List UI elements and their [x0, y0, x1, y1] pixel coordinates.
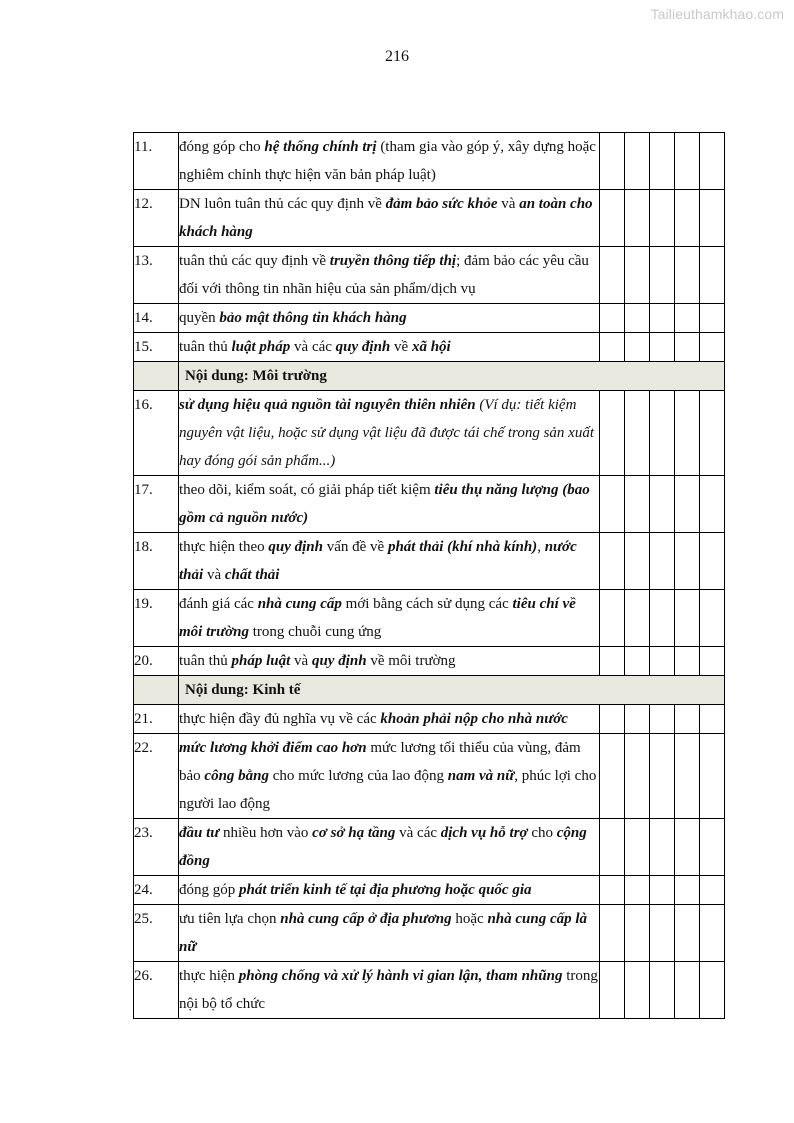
rating-cell-5[interactable] — [700, 533, 725, 590]
rating-cell-2[interactable] — [625, 590, 650, 647]
rating-cell-2[interactable] — [625, 476, 650, 533]
rating-cell-3[interactable] — [650, 962, 675, 1019]
rating-cell-2[interactable] — [625, 304, 650, 333]
emphasis-text: công bằng — [204, 768, 270, 784]
emphasis-text: dịch vụ hỗ trợ — [440, 825, 528, 841]
plain-text: , phúc lợi cho người lao động — [179, 768, 597, 812]
plain-text: và các — [395, 825, 441, 841]
item-content — [179, 647, 600, 676]
rating-cell-2[interactable] — [625, 247, 650, 304]
rating-cell-1[interactable] — [600, 133, 625, 190]
emphasis-text: phát triển kinh tế tại địa phương hoặc quốc gia — [239, 882, 532, 898]
plain-text: quyền — [179, 310, 220, 326]
rating-cell-4[interactable] — [675, 819, 700, 876]
rating-cell-4[interactable] — [675, 247, 700, 304]
item-number: 19. — [134, 590, 179, 647]
item-number: 17. — [134, 476, 179, 533]
item-content — [179, 876, 600, 905]
emphasis-text: bảo mật thông tin khách hàng — [219, 310, 407, 326]
rating-cell-3[interactable] — [650, 391, 675, 476]
emphasis-text: cộng đồng — [179, 825, 587, 869]
rating-cell-1[interactable] — [600, 705, 625, 734]
item-number: 21. — [134, 705, 179, 734]
rating-cell-5[interactable] — [700, 647, 725, 676]
table-row — [134, 962, 725, 1019]
plain-text: thực hiện theo — [179, 539, 269, 555]
rating-cell-4[interactable] — [675, 476, 700, 533]
table-row — [134, 647, 725, 676]
emphasis-text: quy định — [311, 653, 367, 669]
rating-cell-4[interactable] — [675, 876, 700, 905]
table-row — [134, 705, 725, 734]
rating-cell-4[interactable] — [675, 533, 700, 590]
emphasis-text: phát thải (khí nhà kính) — [387, 539, 538, 555]
item-content — [179, 133, 600, 190]
rating-cell-4[interactable] — [675, 190, 700, 247]
rating-cell-3[interactable] — [650, 734, 675, 819]
rating-cell-5[interactable] — [700, 304, 725, 333]
item-number: 12. — [134, 190, 179, 247]
rating-cell-3[interactable] — [650, 476, 675, 533]
rating-cell-4[interactable] — [675, 962, 700, 1019]
emphasis-text: khoản phải nộp cho nhà nước — [380, 711, 568, 727]
item-content — [179, 705, 600, 734]
item-content — [179, 962, 600, 1019]
plain-text: vấn đề về — [322, 539, 388, 555]
survey-table-body — [134, 133, 725, 1019]
rating-cell-4[interactable] — [675, 734, 700, 819]
rating-cell-2[interactable] — [625, 133, 650, 190]
table-row — [134, 533, 725, 590]
item-content — [179, 734, 600, 819]
section-label: Nội dung: Kinh tế — [179, 676, 725, 705]
item-content — [179, 190, 600, 247]
table-row — [134, 391, 725, 476]
emphasis-text: chất thải — [224, 567, 280, 583]
rating-cell-5[interactable] — [700, 876, 725, 905]
rating-cell-3[interactable] — [650, 190, 675, 247]
rating-cell-1[interactable] — [600, 647, 625, 676]
item-content — [179, 333, 600, 362]
rating-cell-2[interactable] — [625, 876, 650, 905]
plain-text: nhiều hơn vào — [219, 825, 313, 841]
item-content — [179, 533, 600, 590]
plain-text: (tham gia vào góp ý, xây dựng hoặc nghiêm chỉnh thực hiện văn bản pháp luật) — [179, 139, 596, 183]
table-row — [134, 476, 725, 533]
plain-text: và — [203, 567, 225, 583]
rating-cell-5[interactable] — [700, 819, 725, 876]
table-row — [134, 590, 725, 647]
rating-cell-4[interactable] — [675, 133, 700, 190]
rating-cell-3[interactable] — [650, 905, 675, 962]
plain-text: đánh giá các — [179, 596, 258, 612]
emphasis-text: luật pháp — [231, 339, 291, 355]
rating-cell-3[interactable] — [650, 133, 675, 190]
italic-text: (Ví dụ: tiết kiệm nguyên vật liệu, hoặc sử dụng vật liệu đã được tái chế trong sản xuất hay đóng gói sản phẩm...) — [179, 397, 594, 469]
rating-cell-4[interactable] — [675, 905, 700, 962]
plain-text: DN luôn tuân thủ các quy định về — [179, 196, 386, 212]
item-number: 18. — [134, 533, 179, 590]
plain-text: theo dõi, kiểm soát, có giải pháp tiết kiệm — [179, 482, 435, 498]
item-number: 14. — [134, 304, 179, 333]
table-row — [134, 876, 725, 905]
rating-cell-3[interactable] — [650, 533, 675, 590]
table-row — [134, 133, 725, 190]
emphasis-text: hệ thống chính trị — [264, 139, 377, 155]
plain-text: đóng góp — [179, 882, 239, 898]
rating-cell-5[interactable] — [700, 962, 725, 1019]
emphasis-text: quy định — [335, 339, 391, 355]
plain-text: cho — [527, 825, 557, 841]
rating-cell-5[interactable] — [700, 333, 725, 362]
rating-cell-1[interactable] — [600, 734, 625, 819]
emphasis-text: tiêu chí về môi trường — [179, 596, 576, 640]
item-number: 23. — [134, 819, 179, 876]
survey-table — [133, 132, 725, 1019]
rating-cell-1[interactable] — [600, 247, 625, 304]
table-row — [134, 819, 725, 876]
rating-cell-1[interactable] — [600, 876, 625, 905]
item-content — [179, 247, 600, 304]
item-number: 24. — [134, 876, 179, 905]
rating-cell-4[interactable] — [675, 590, 700, 647]
rating-cell-3[interactable] — [650, 876, 675, 905]
item-number: 15. — [134, 333, 179, 362]
rating-cell-5[interactable] — [700, 190, 725, 247]
rating-cell-2[interactable] — [625, 391, 650, 476]
rating-cell-1[interactable] — [600, 533, 625, 590]
rating-cell-2[interactable] — [625, 333, 650, 362]
item-content — [179, 391, 600, 476]
rating-cell-5[interactable] — [700, 705, 725, 734]
emphasis-text: nước thải — [179, 539, 577, 583]
section-header-row — [134, 362, 725, 391]
emphasis-text: phòng chống và xử lý hành vi gian lận, tham nhũng — [238, 968, 563, 984]
rating-cell-2[interactable] — [625, 190, 650, 247]
rating-cell-3[interactable] — [650, 647, 675, 676]
rating-cell-4[interactable] — [675, 304, 700, 333]
emphasis-text: nhà cung cấp — [257, 596, 342, 612]
item-number: 13. — [134, 247, 179, 304]
plain-text: trong chuỗi cung ứng — [248, 624, 382, 640]
item-content — [179, 905, 600, 962]
rating-cell-3[interactable] — [650, 333, 675, 362]
table-row — [134, 905, 725, 962]
rating-cell-3[interactable] — [650, 819, 675, 876]
plain-text: tuân thủ — [179, 653, 232, 669]
rating-cell-4[interactable] — [675, 647, 700, 676]
rating-cell-4[interactable] — [675, 391, 700, 476]
table-row — [134, 734, 725, 819]
section-number-cell — [134, 362, 179, 391]
table-row — [134, 190, 725, 247]
rating-cell-2[interactable] — [625, 819, 650, 876]
rating-cell-1[interactable] — [600, 190, 625, 247]
section-header-row — [134, 676, 725, 705]
rating-cell-3[interactable] — [650, 705, 675, 734]
rating-cell-3[interactable] — [650, 247, 675, 304]
rating-cell-2[interactable] — [625, 905, 650, 962]
section-label: Nội dung: Môi trường — [179, 362, 725, 391]
table-row — [134, 247, 725, 304]
item-number: 22. — [134, 734, 179, 819]
rating-cell-3[interactable] — [650, 590, 675, 647]
rating-cell-2[interactable] — [625, 647, 650, 676]
rating-cell-5[interactable] — [700, 391, 725, 476]
rating-cell-1[interactable] — [600, 304, 625, 333]
plain-text: trong nội bộ tổ chức — [179, 968, 598, 1012]
plain-text: hoặc — [451, 911, 488, 927]
emphasis-text: quy định — [268, 539, 323, 555]
rating-cell-5[interactable] — [700, 476, 725, 533]
emphasis-text: pháp luật — [231, 653, 291, 669]
rating-cell-2[interactable] — [625, 734, 650, 819]
plain-text: , — [537, 539, 545, 555]
emphasis-text: mức lương khởi điểm cao hơn — [179, 740, 367, 756]
rating-cell-1[interactable] — [600, 905, 625, 962]
rating-cell-5[interactable] — [700, 133, 725, 190]
plain-text: cho mức lương của lao động — [269, 768, 448, 784]
rating-cell-1[interactable] — [600, 962, 625, 1019]
plain-text: thực hiện đầy đủ nghĩa vụ về các — [179, 711, 381, 727]
emphasis-text: cơ sở hạ tầng — [312, 825, 396, 841]
rating-cell-5[interactable] — [700, 247, 725, 304]
emphasis-text: nhà cung cấp là nữ — [179, 911, 588, 955]
rating-cell-2[interactable] — [625, 962, 650, 1019]
plain-text: mới bằng cách sử dụng các — [341, 596, 513, 612]
plain-text: ưu tiên lựa chọn — [179, 911, 281, 927]
plain-text: ; đảm bảo các yêu cầu đối với thông tin nhãn hiệu của sản phẩm/dịch vụ — [179, 253, 589, 297]
plain-text: và — [497, 196, 520, 212]
emphasis-text: đầu tư — [179, 825, 220, 841]
section-number-cell — [134, 676, 179, 705]
item-content — [179, 590, 600, 647]
item-number: 11. — [134, 133, 179, 190]
item-content — [179, 476, 600, 533]
plain-text: đóng góp cho — [179, 139, 265, 155]
item-content — [179, 304, 600, 333]
plain-text: và các — [290, 339, 336, 355]
item-content — [179, 819, 600, 876]
rating-cell-2[interactable] — [625, 705, 650, 734]
item-number: 25. — [134, 905, 179, 962]
emphasis-text: xã hội — [411, 339, 451, 355]
item-number: 20. — [134, 647, 179, 676]
plain-text: và — [290, 653, 312, 669]
emphasis-text: tiêu thụ năng lượng (bao gồm cả nguồn nước) — [179, 482, 590, 526]
rating-cell-2[interactable] — [625, 533, 650, 590]
rating-cell-5[interactable] — [700, 905, 725, 962]
watermark-text: Tailieuthamkhao.com — [650, 6, 784, 22]
plain-text: tuân thủ — [179, 339, 232, 355]
table-row — [134, 304, 725, 333]
plain-text: tuân thủ các quy định về — [179, 253, 330, 269]
rating-cell-4[interactable] — [675, 705, 700, 734]
emphasis-text: đảm bảo sức khỏe — [385, 196, 498, 212]
item-number: 26. — [134, 962, 179, 1019]
rating-cell-3[interactable] — [650, 304, 675, 333]
rating-cell-4[interactable] — [675, 333, 700, 362]
item-number: 16. — [134, 391, 179, 476]
rating-cell-1[interactable] — [600, 391, 625, 476]
plain-text: về môi trường — [366, 653, 456, 669]
table-row — [134, 333, 725, 362]
rating-cell-5[interactable] — [700, 734, 725, 819]
plain-text: về — [390, 339, 412, 355]
emphasis-text: nam và nữ — [447, 768, 515, 784]
rating-cell-1[interactable] — [600, 590, 625, 647]
emphasis-text: truyền thông tiếp thị — [329, 253, 457, 269]
plain-text: mức lương tối thiểu của vùng, đảm bảo — [179, 740, 581, 784]
rating-cell-1[interactable] — [600, 819, 625, 876]
emphasis-text: an toàn cho khách hàng — [179, 196, 593, 240]
emphasis-text: nhà cung cấp ở địa phương — [280, 911, 452, 927]
page-number: 216 — [385, 48, 409, 65]
emphasis-text: sử dụng hiệu quả nguồn tài nguyên thiên nhiên — [179, 397, 476, 413]
plain-text: thực hiện — [179, 968, 239, 984]
rating-cell-5[interactable] — [700, 590, 725, 647]
rating-cell-1[interactable] — [600, 476, 625, 533]
rating-cell-1[interactable] — [600, 333, 625, 362]
